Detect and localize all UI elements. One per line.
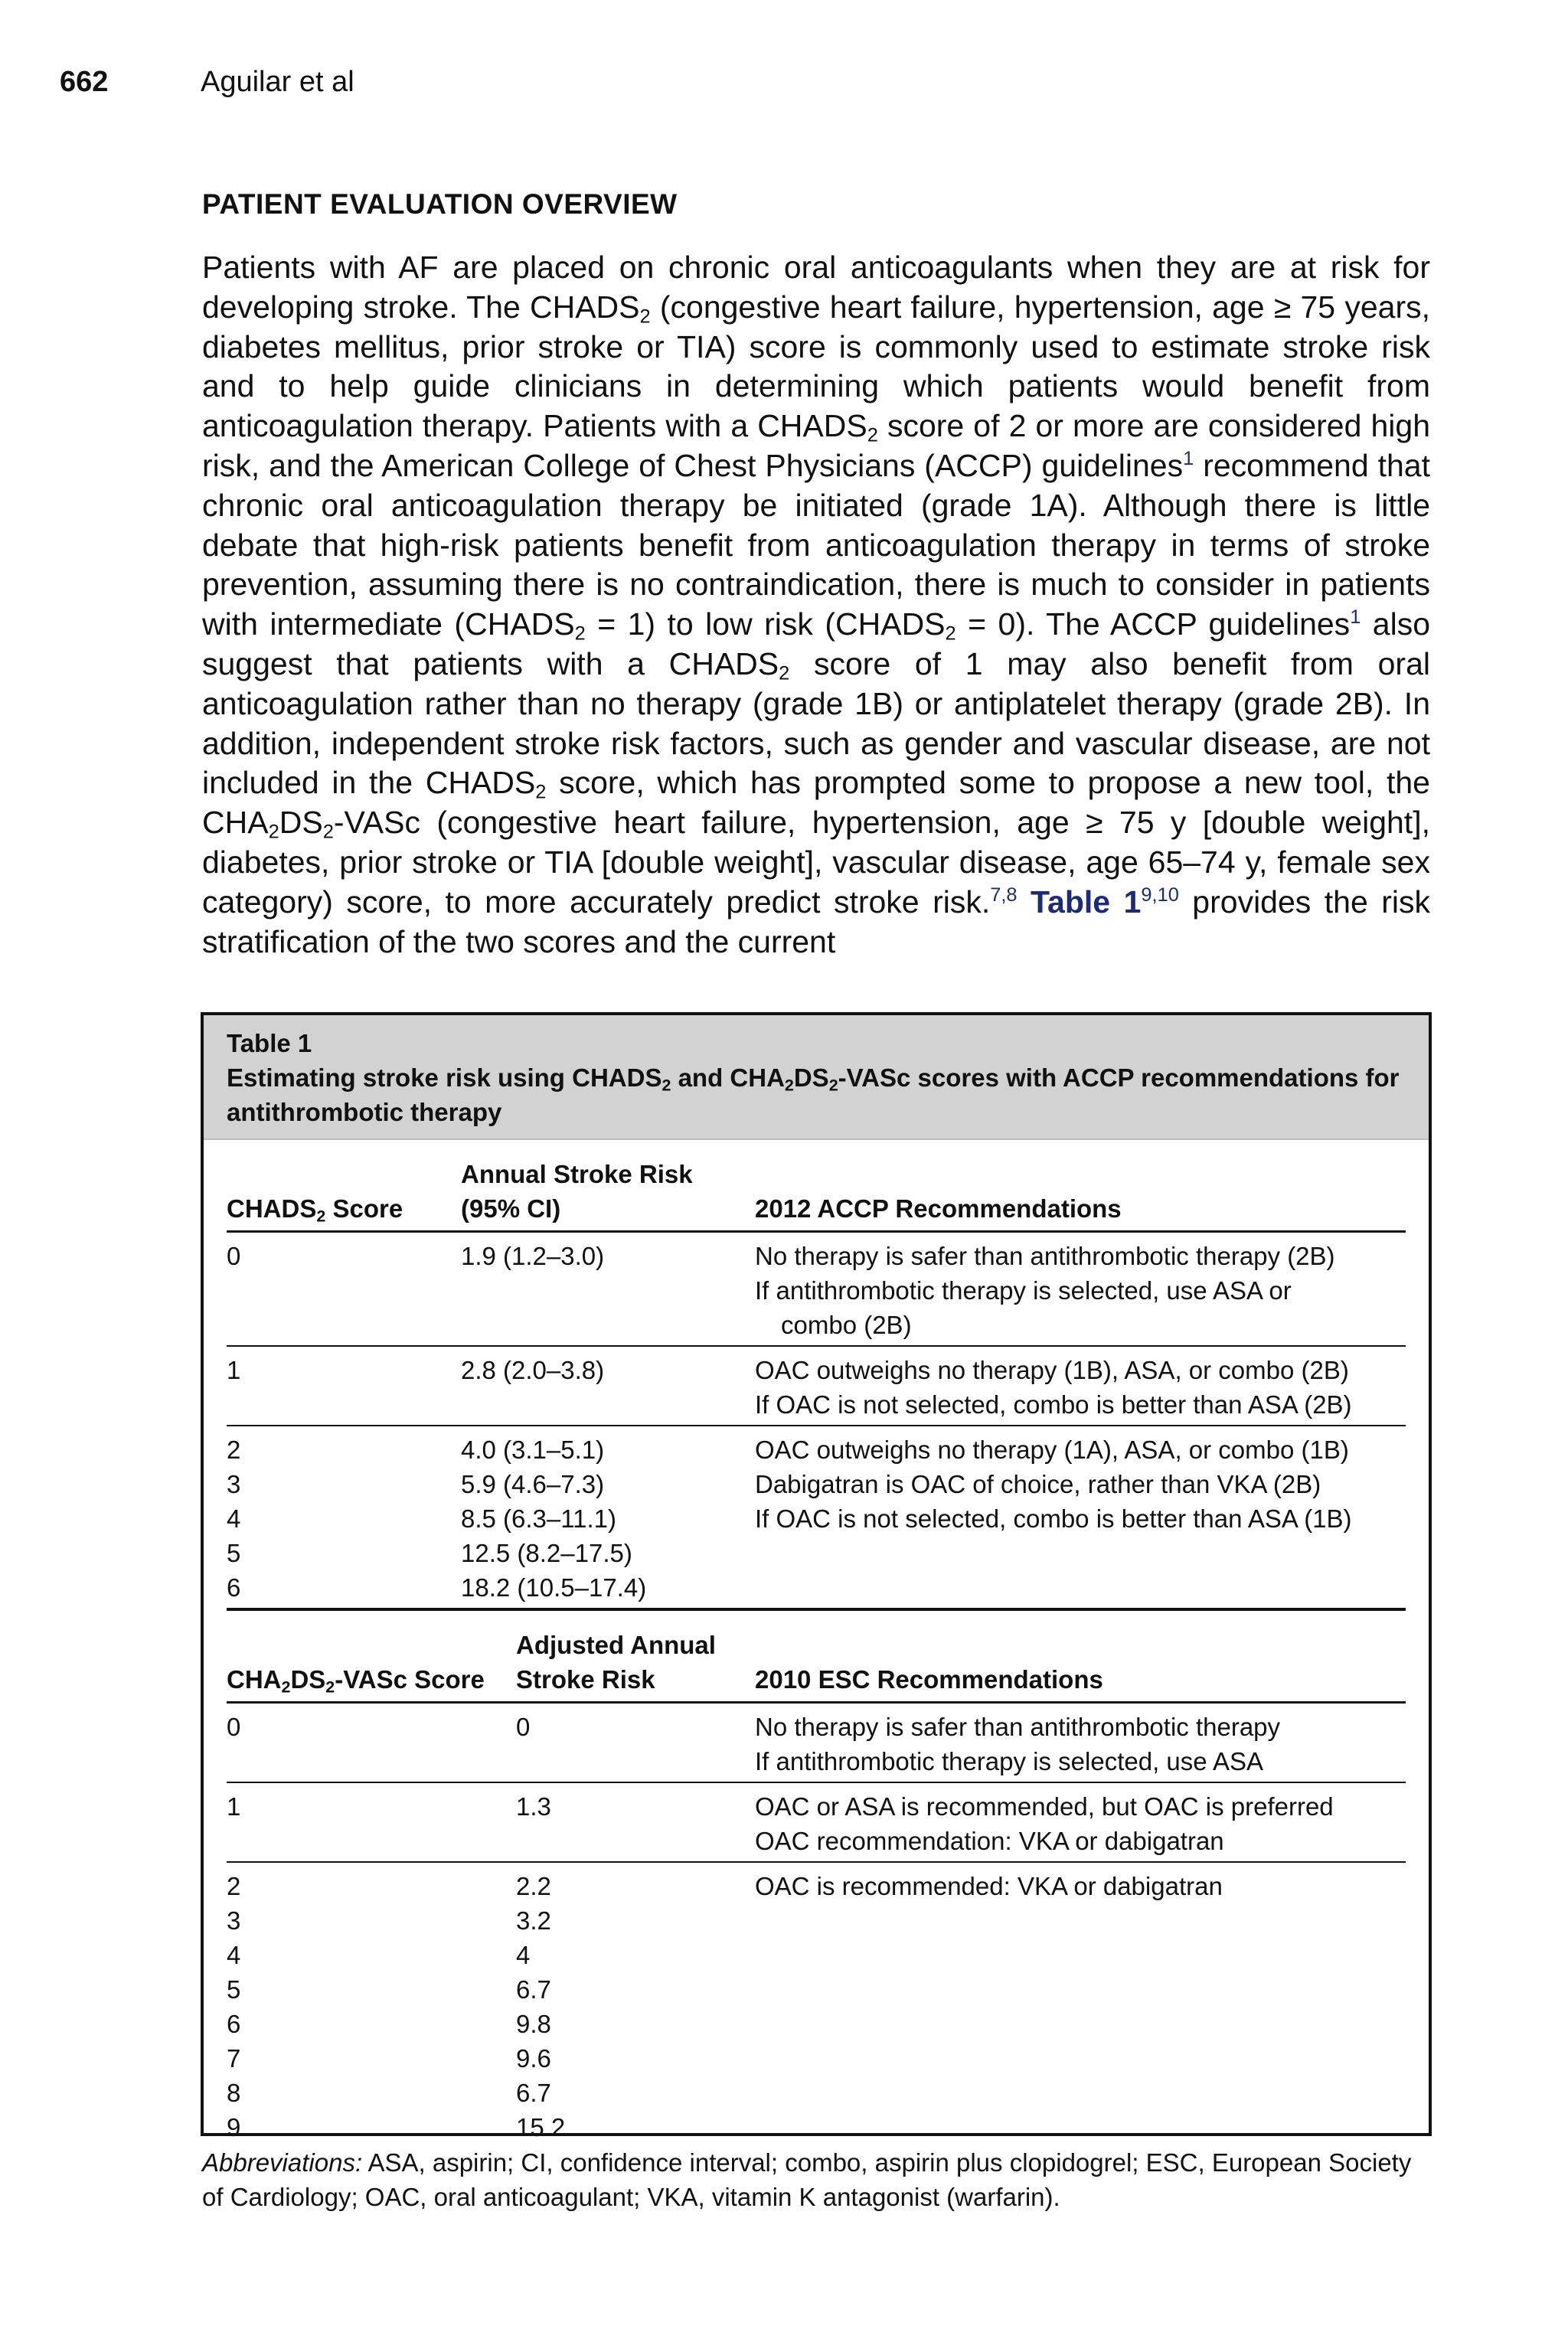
risk-cell: 0 xyxy=(516,1713,531,1741)
risk-cell: 4.0 (3.1–5.1) xyxy=(461,1436,605,1464)
table-row xyxy=(227,1710,1406,1744)
table-row xyxy=(227,1239,1406,1273)
recommendation-cell: If antithrombotic therapy is selected, use ASA or xyxy=(755,1276,1292,1305)
score-cell: 2 xyxy=(227,1436,241,1464)
text-run: also suggest that patients with a CHADS xyxy=(202,606,1430,681)
subscript: 2 xyxy=(639,305,651,328)
recommendation-cell: No therapy is safer than antithrombotic therapy (2B) xyxy=(755,1242,1335,1270)
chads-score-header xyxy=(227,1191,403,1226)
reference-link-9-10[interactable]: 9,10 xyxy=(1141,884,1179,906)
subscript: 2 xyxy=(828,1076,838,1095)
table-title xyxy=(227,1060,1406,1129)
risk-cell: 5.9 (4.6–7.3) xyxy=(461,1470,605,1498)
text-run: CHA xyxy=(227,1665,282,1694)
table-row xyxy=(227,2076,1406,2110)
subscript: 2 xyxy=(784,1076,794,1095)
recommendation-cell: If OAC is not selected, combo is better than ASA (2B) xyxy=(755,1390,1352,1419)
table-row xyxy=(227,2110,1406,2145)
risk-cell: 1.9 (1.2–3.0) xyxy=(461,1242,605,1270)
subscript: 2 xyxy=(268,821,279,843)
table-row-group xyxy=(227,1426,1406,1608)
body-paragraph xyxy=(202,248,1430,962)
vasc-header-row xyxy=(227,1611,1406,1701)
score-cell: 7 xyxy=(227,2044,241,2073)
table-row xyxy=(227,1536,1406,1570)
vasc-score-header xyxy=(227,1662,485,1697)
text-run: -VASc Score xyxy=(335,1665,485,1694)
table-row xyxy=(227,1789,1406,1824)
score-cell: 3 xyxy=(227,1906,241,1935)
table-row-group xyxy=(227,1863,1406,2148)
text-run: = 0). The ACCP guidelines xyxy=(956,606,1351,642)
recommendation-cell: If OAC is not selected, combo is better than ASA (1B) xyxy=(755,1504,1352,1533)
table-row-group xyxy=(227,1704,1406,1782)
subscript: 2 xyxy=(316,1207,326,1226)
text-run: Estimating stroke risk using CHADS xyxy=(227,1063,662,1092)
risk-cell: 6.7 xyxy=(516,1975,551,2004)
recommendation-cell: combo (2B) xyxy=(781,1311,912,1339)
score-cell: 5 xyxy=(227,1539,241,1567)
text-run: score, which has prompted some to propose a new tool, the CHA xyxy=(202,765,1430,841)
risk-cell: 8.5 (6.3–11.1) xyxy=(461,1504,617,1533)
risk-cell: 2.8 (2.0–3.8) xyxy=(461,1356,605,1384)
score-cell: 6 xyxy=(227,1573,241,1602)
subscript: 2 xyxy=(779,662,790,684)
table-row-group xyxy=(227,1783,1406,1861)
table-1 xyxy=(201,1012,1432,2141)
header-line: Stroke Risk xyxy=(516,1665,655,1694)
table-row xyxy=(227,1432,1406,1467)
chads-rec-header: 2012 ACCP Recommendations xyxy=(755,1194,1122,1223)
chads-groups xyxy=(227,1233,1406,1608)
vasc-rec-header: 2010 ESC Recommendations xyxy=(755,1665,1103,1694)
risk-cell: 3.2 xyxy=(516,1906,551,1935)
subscript: 2 xyxy=(945,622,956,645)
running-head xyxy=(60,66,354,99)
score-cell: 9 xyxy=(227,2113,241,2141)
text-run: score of 1 may also benefit from oral anticoagulation rather than no therapy (grade 1B) or antiplatelet therapy (grade 2B). In addition, independent stroke risk factors, such as gender and vascular disease, are not included in the CHADS xyxy=(202,645,1430,801)
text-run: provides the risk stratification of the two scores and the current xyxy=(202,884,1430,959)
subscript: 2 xyxy=(574,622,586,645)
recommendation-cell: OAC outweighs no therapy (1A), ASA, or combo (1B) xyxy=(755,1436,1349,1464)
table-row xyxy=(227,2007,1406,2041)
chads-risk-header xyxy=(461,1157,693,1226)
recommendation-cell: OAC recommendation: VKA or dabigatran xyxy=(755,1827,1224,1855)
risk-cell: 18.2 (10.5–17.4) xyxy=(461,1573,647,1602)
text-run: = 1) to low risk (CHADS xyxy=(585,606,946,642)
table-row xyxy=(227,2041,1406,2076)
reference-link-1[interactable]: 1 xyxy=(1183,447,1194,469)
header-line: Annual Stroke Risk xyxy=(461,1160,693,1188)
running-head-authors: Aguilar et al xyxy=(201,66,354,98)
score-cell: 0 xyxy=(227,1242,241,1270)
reference-link-1[interactable]: 1 xyxy=(1350,606,1361,628)
text-run: DS xyxy=(793,1063,829,1092)
score-cell: 0 xyxy=(227,1713,241,1741)
text-run: score of 2 or more are considered high risk, and the American College of Chest Physicians (ACCP) guidelines xyxy=(202,408,1431,483)
header-line: (95% CI) xyxy=(461,1194,561,1223)
recommendation-cell: Dabigatran is OAC of choice, rather than VKA (2B) xyxy=(755,1470,1321,1498)
text-run: Patients with AF are placed on chronic oral anticoagulants when they are at risk for developing stroke. The CHADS xyxy=(202,250,1430,325)
table-row xyxy=(227,1744,1406,1779)
table-row xyxy=(227,1570,1406,1605)
header-line: Adjusted Annual xyxy=(516,1631,716,1659)
reference-link-7-8[interactable]: 7,8 xyxy=(990,884,1018,906)
subscript: 2 xyxy=(867,424,878,446)
table-row xyxy=(227,1824,1406,1858)
risk-cell: 12.5 (8.2–17.5) xyxy=(461,1539,632,1567)
table-body xyxy=(204,1140,1429,2148)
table-row xyxy=(227,1501,1406,1536)
table-footnote xyxy=(202,2145,1430,2214)
score-cell: 5 xyxy=(227,1975,241,2004)
risk-cell: 6.7 xyxy=(516,2079,551,2107)
subscript: 2 xyxy=(325,1677,335,1697)
risk-cell: 15.2 xyxy=(516,2113,566,2141)
table-row-group xyxy=(227,1233,1406,1345)
score-cell: 8 xyxy=(227,2079,241,2107)
footnote-text: ASA, aspirin; CI, confidence interval; combo, aspirin plus clopidogrel; ESC, European Society of Cardiology; OAC, oral anticoagulant; VKA, vitamin K antagonist (warfarin). xyxy=(202,2148,1412,2211)
text-run: -VASc scores with ACCP recommendations for antithrombotic therapy xyxy=(227,1063,1400,1126)
text-run: (congestive heart failure, hypertension, age ≥ 75 years, diabetes mellitus, prior stroke or TIA) score is commonly used to estimate stroke risk and to help guide clinicians in determining which patients would benefit from anticoagulation therapy. Patients with a CHADS xyxy=(202,289,1430,444)
table-row xyxy=(227,1903,1406,1938)
text-run: DS xyxy=(279,805,323,841)
page-number: 662 xyxy=(60,66,109,98)
text-run: recommend that chronic oral anticoagulation therapy be initiated (grade 1A). Although there is little debate that high-risk patients benefit from anticoagulation therapy in terms of stroke prevention, assuming there is no contraindication, there is much to consider in patients with intermediate (CHADS xyxy=(202,447,1430,642)
table-row xyxy=(227,1938,1406,1972)
score-cell: 6 xyxy=(227,2010,241,2038)
risk-cell: 9.6 xyxy=(516,2044,551,2073)
subscript: 2 xyxy=(281,1677,291,1697)
chads-header-row xyxy=(227,1140,1406,1230)
text-run: DS xyxy=(290,1665,326,1694)
subscript: 2 xyxy=(662,1076,671,1095)
risk-cell: 9.8 xyxy=(516,2010,551,2038)
table-row xyxy=(227,1273,1406,1308)
table-row-group xyxy=(227,1347,1406,1425)
score-cell: 2 xyxy=(227,1872,241,1900)
text-run: and CHA xyxy=(671,1063,785,1092)
table-row xyxy=(227,1308,1406,1342)
score-cell: 4 xyxy=(227,1504,241,1533)
risk-cell: 1.3 xyxy=(516,1792,551,1821)
recommendation-cell: If antithrombotic therapy is selected, use ASA xyxy=(755,1747,1264,1775)
table-row xyxy=(227,1869,1406,1903)
risk-cell: 2.2 xyxy=(516,1872,551,1900)
recommendation-cell: OAC is recommended: VKA or dabigatran xyxy=(755,1872,1223,1900)
vasc-risk-header xyxy=(516,1628,716,1697)
table-caption xyxy=(204,1015,1429,1140)
footnote-label: Abbreviations: xyxy=(202,2148,363,2177)
recommendation-cell: OAC outweighs no therapy (1B), ASA, or combo (2B) xyxy=(755,1356,1349,1384)
score-cell: 1 xyxy=(227,1792,241,1821)
table-row xyxy=(227,1387,1406,1422)
text-run: -VASc (congestive heart failure, hypertension, age ≥ 75 y [double weight], diabetes, prior stroke or TIA [double weight], vascular disease, age 65–74 y, female sex category) score, to more accurately predict stroke risk. xyxy=(202,805,1430,920)
subscript: 2 xyxy=(535,781,547,803)
subscript: 2 xyxy=(322,821,334,843)
risk-cell: 4 xyxy=(516,1941,531,1969)
score-cell: 1 xyxy=(227,1356,241,1384)
table-label: Table 1 xyxy=(227,1029,312,1057)
vasc-groups xyxy=(227,1704,1406,2148)
table-row xyxy=(227,1972,1406,2007)
text-run: Score xyxy=(325,1194,403,1223)
table-1-link[interactable]: Table 1 xyxy=(1031,884,1142,920)
recommendation-cell: OAC or ASA is recommended, but OAC is preferred xyxy=(755,1792,1334,1821)
score-cell: 4 xyxy=(227,1941,241,1969)
score-cell: 3 xyxy=(227,1470,241,1498)
text-run: CHADS xyxy=(227,1194,317,1223)
table-row xyxy=(227,1467,1406,1501)
table-row xyxy=(227,1353,1406,1387)
section-title: PATIENT EVALUATION OVERVIEW xyxy=(202,188,678,220)
recommendation-cell: No therapy is safer than antithrombotic therapy xyxy=(755,1713,1281,1741)
